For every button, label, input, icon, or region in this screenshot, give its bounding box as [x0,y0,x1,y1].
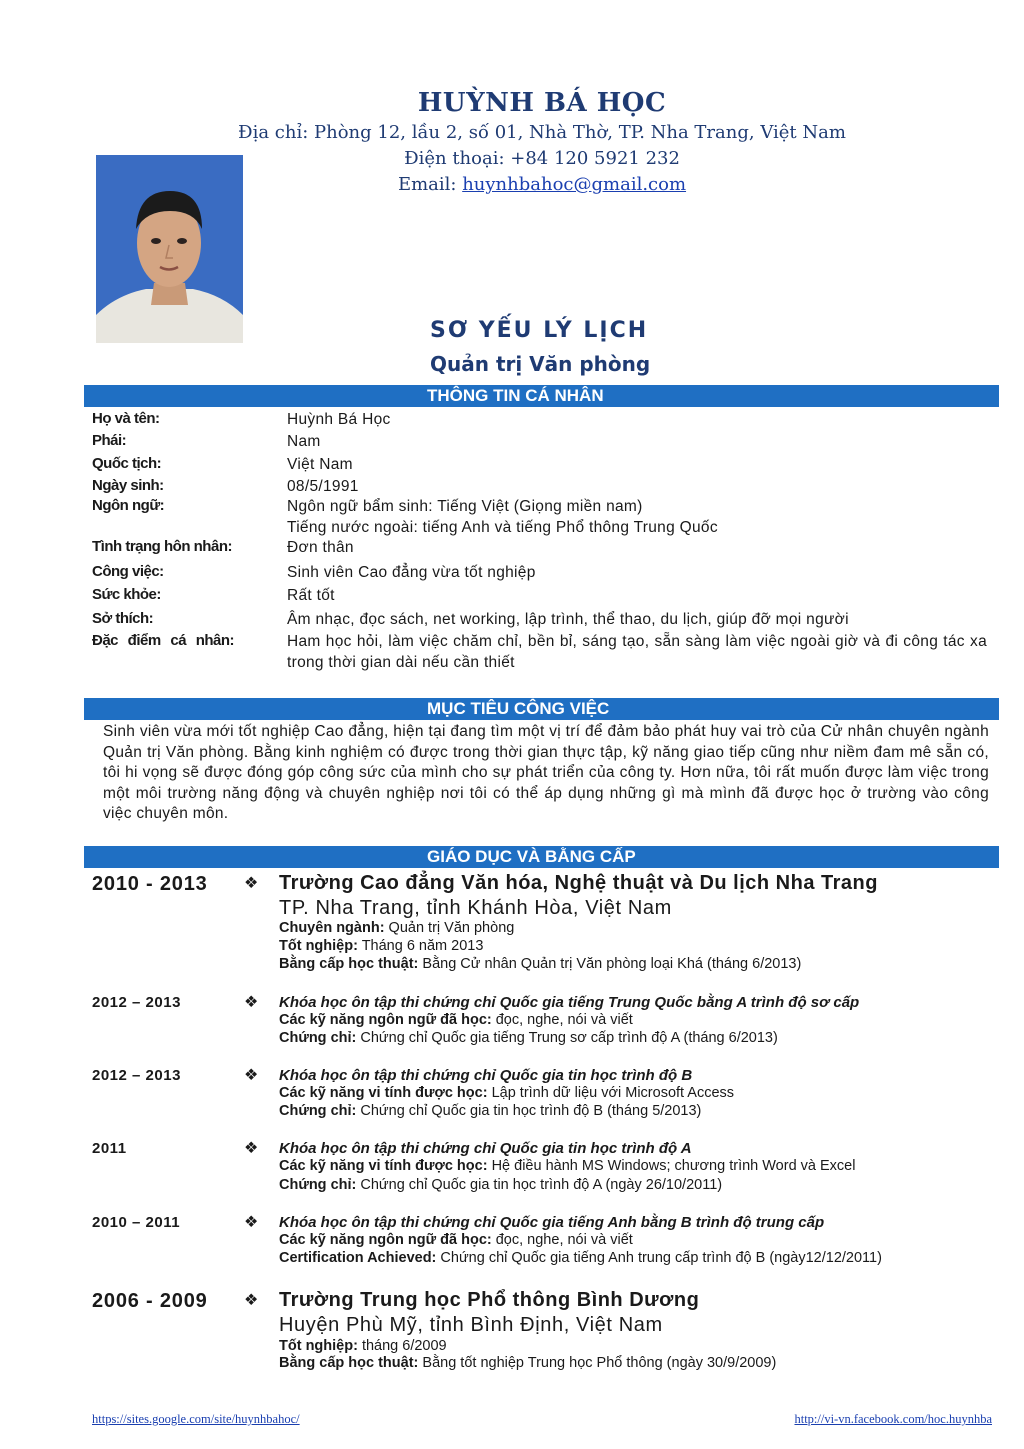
value-hobbies: Âm nhạc, đọc sách, net working, lập trình, thể thao, du lịch, giúp đỡ mọi người [287,611,849,628]
edu-years: 2012 – 2013 [92,1067,181,1084]
edu-detail [279,1085,734,1101]
value-marital-status: Đơn thân [287,539,354,556]
edu-detail [279,920,514,936]
detail-label: Chuyên ngành: [279,920,385,936]
detail-label: Các kỹ năng vi tính được học: [279,1158,488,1174]
edu-location: Huyện Phù Mỹ, tỉnh Bình Định, Việt Nam [279,1314,663,1336]
phone-line: Điện thoại: +84 120 5921 232 [404,148,680,169]
value-language-foreign: Tiếng nước ngoài: tiếng Anh và tiếng Phổ thông Trung Quốc [287,519,718,536]
detail-label: Chứng chỉ: [279,1177,357,1193]
detail-label: Tốt nghiệp: [279,1338,358,1354]
edu-years: 2010 - 2013 [92,873,208,895]
value-language-native: Ngôn ngữ bẩm sinh: Tiếng Việt (Giọng miền nam) [287,498,643,515]
diamond-bullet-icon: ❖ [244,1214,259,1231]
edu-course: Khóa học ôn tập thi chứng chỉ Quốc gia tin học trình độ B [279,1067,693,1084]
detail-value: Chứng chỉ Quốc gia tin học trình độ A (ngày 26/10/2011) [356,1177,723,1193]
detail-label: Chứng chỉ: [279,1030,357,1046]
detail-value: Bằng tốt nghiệp Trung học Phổ thông (ngày 30/9/2009) [418,1355,777,1371]
label-language: Ngôn ngữ: [92,497,165,514]
value-nationality: Việt Nam [287,456,353,473]
edu-detail [279,1250,882,1266]
value-full-name: Huỳnh Bá Học [287,411,391,428]
edu-course: Khóa học ôn tập thi chứng chỉ Quốc gia tiếng Anh bằng B trình độ trung cấp [279,1214,825,1231]
label-gender: Phái: [92,432,127,449]
edu-years: 2006 - 2009 [92,1290,208,1312]
detail-value: Quản trị Văn phòng [384,920,515,936]
address-line: Địa chỉ: Phòng 12, lầu 2, số 01, Nhà Thờ, TP. Nha Trang, Việt Nam [238,122,846,143]
detail-value: Bằng Cử nhân Quản trị Văn phòng loại Khá (tháng 6/2013) [418,956,802,972]
detail-value: Hệ điều hành MS Windows; chương trình Word và Excel [487,1158,856,1174]
edu-school: Trường Cao đẳng Văn hóa, Nghệ thuật và Du lịch Nha Trang [279,872,878,894]
detail-value: Lập trình dữ liệu với Microsoft Access [487,1085,735,1101]
section-bar-education [84,846,999,868]
edu-detail [279,956,801,972]
edu-detail [279,1177,722,1193]
detail-value: đọc, nghe, nói và viết [491,1012,633,1028]
edu-detail [279,1103,701,1119]
edu-detail [279,1012,633,1028]
detail-value: đọc, nghe, nói và viết [491,1232,633,1248]
detail-label: Chứng chỉ: [279,1103,357,1119]
edu-location: TP. Nha Trang, tỉnh Khánh Hòa, Việt Nam [279,897,672,919]
profile-photo [96,155,243,343]
edu-detail [279,1158,855,1174]
edu-years: 2011 [92,1140,127,1157]
detail-label: Tốt nghiệp: [279,938,358,954]
edu-course: Khóa học ôn tập thi chứng chỉ Quốc gia tiếng Trung Quốc bằng A trình độ sơ cấp [279,994,860,1011]
footer-website-link[interactable]: https://sites.google.com/site/huynhbahoc/ [92,1412,300,1426]
detail-value: Chứng chỉ Quốc gia tiếng Trung sơ cấp trình độ A (tháng 6/2013) [356,1030,778,1046]
email-label: Email: [397,174,463,195]
label-occupation: Công việc: [92,563,164,580]
detail-label: Các kỹ năng vi tính được học: [279,1085,488,1101]
email-link[interactable]: huynhbahoc@gmail.com [462,174,687,195]
detail-label: Các kỹ năng ngôn ngữ đã học: [279,1012,492,1028]
value-personal-traits: Ham học hỏi, làm việc chăm chỉ, bền bỉ, sáng tạo, sẵn sàng làm việc ngoài giờ và đi công tác xa trong thời gian dài nếu cần thiết [287,633,987,671]
document-subtitle: Quản trị Văn phòng [430,352,651,376]
value-health: Rất tốt [287,587,335,604]
section-heading-education: GIÁO DỤC VÀ BẰNG CẤP [427,847,636,866]
candidate-name: HUỲNH BÁ HỌC [417,88,667,118]
detail-label: Bằng cấp học thuật: [279,1355,419,1371]
section-heading-personal: THÔNG TIN CÁ NHÂN [427,386,604,405]
label-marital-status: Tình trạng hôn nhân: [92,538,232,555]
detail-value: tháng 6/2009 [357,1338,447,1354]
detail-label: Các kỹ năng ngôn ngữ đã học: [279,1232,492,1248]
label-nationality: Quốc tịch: [92,455,162,472]
detail-label: Bằng cấp học thuật: [279,956,419,972]
edu-detail [279,1232,633,1248]
document-title: SƠ YẾU LÝ LỊCH [430,318,649,343]
edu-years: 2010 – 2011 [92,1214,181,1231]
label-health: Sức khỏe: [92,586,161,603]
diamond-bullet-icon: ❖ [244,875,259,892]
diamond-bullet-icon: ❖ [244,1292,259,1309]
detail-label: Certification Achieved: [279,1250,437,1266]
edu-detail [279,938,483,954]
label-hobbies: Sở thích: [92,610,154,627]
edu-years: 2012 – 2013 [92,994,181,1011]
label-birth-date: Ngày sinh: [92,477,164,494]
objective-paragraph: Sinh viên vừa mới tốt nghiệp Cao đẳng, hiện tại đang tìm một vị trí để đảm bảo phát huy vai trò của Cử nhân chuyên ngành Quản trị Văn phòng. Bằng kinh nghiệm có được trong thời gian thực tập, kỹ năng giao tiếp cũng như niềm đam mê sẵn có, tôi hi vọng sẽ được đóng góp công sức của mình cho sự phát triển của công ty. Hơn nữa, tôi rất muốn được làm việc trong một môi trường năng động và chuyên nghiệp nơi tôi có thể áp dụng những gì mà mình đã được học ở trường vào công việc chuyên môn. [103,723,989,822]
edu-detail [279,1030,778,1046]
value-birth-date: 08/5/1991 [287,478,359,495]
diamond-bullet-icon: ❖ [244,1067,259,1084]
detail-value: Tháng 6 năm 2013 [357,938,484,954]
edu-course: Khóa học ôn tập thi chứng chỉ Quốc gia tin học trình độ A [279,1140,692,1157]
detail-value: Chứng chỉ Quốc gia tin học trình độ B (tháng 5/2013) [356,1103,702,1119]
section-bar-personal [84,385,999,407]
section-bar-objective [84,698,999,720]
footer-facebook-link[interactable]: http://vi-vn.facebook.com/hoc.huynhba [794,1412,992,1426]
edu-detail [279,1355,776,1371]
portrait-image [96,155,243,343]
diamond-bullet-icon: ❖ [244,994,259,1011]
diamond-bullet-icon: ❖ [244,1140,259,1157]
value-occupation: Sinh viên Cao đẳng vừa tốt nghiệp [287,564,536,581]
edu-detail [279,1338,447,1354]
label-full-name: Họ và tên: [92,410,160,427]
edu-school: Trường Trung học Phổ thông Bình Dương [279,1289,700,1311]
detail-value: Chứng chỉ Quốc gia tiếng Anh trung cấp trình độ B (ngày12/12/2011) [436,1250,882,1266]
value-gender: Nam [287,433,321,450]
section-heading-objective: MỤC TIÊU CÔNG VIỆC [427,699,610,718]
label-personal-traits: Đặc điểm cá nhân: [92,632,235,649]
